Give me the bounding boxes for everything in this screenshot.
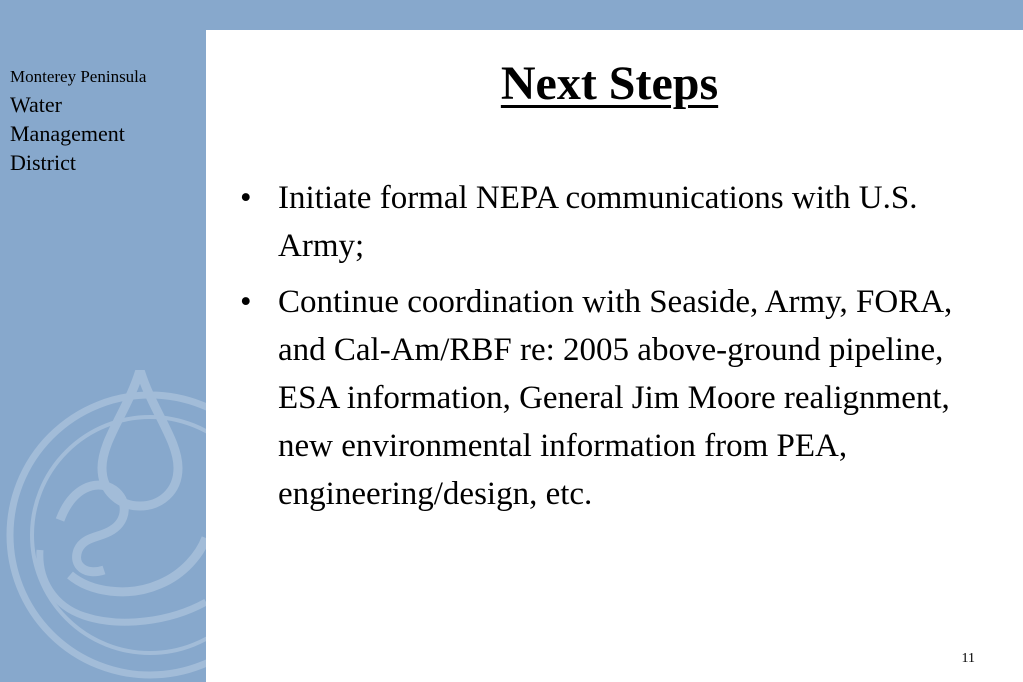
org-name-line-1: Monterey Peninsula — [10, 67, 147, 86]
bullet-list — [240, 174, 980, 526]
top-band — [206, 0, 1023, 30]
page-number: 11 — [961, 651, 975, 666]
org-name-line-2: Water — [10, 92, 62, 117]
bullet-icon: • — [240, 180, 252, 216]
bullet-text: Initiate formal NEPA communications with U.S. Army; — [278, 180, 918, 264]
bullet-item — [240, 174, 980, 270]
slide-title: Next Steps — [500, 57, 719, 110]
org-name-line-3: Management — [10, 121, 125, 146]
bullet-item — [240, 278, 980, 518]
sidebar — [0, 0, 206, 682]
org-name-line-4: District — [10, 150, 76, 175]
bullet-icon: • — [240, 284, 252, 320]
water-drop-hands-logo-icon — [0, 370, 206, 682]
bullet-text: Continue coordination with Seaside, Army, FORA, and Cal-Am/RBF re: 2005 above-ground pipeline, ESA information, General Jim Moore realignment, new environmental information from PEA, engineering/design, etc. — [278, 284, 953, 512]
organization-name — [10, 68, 146, 177]
